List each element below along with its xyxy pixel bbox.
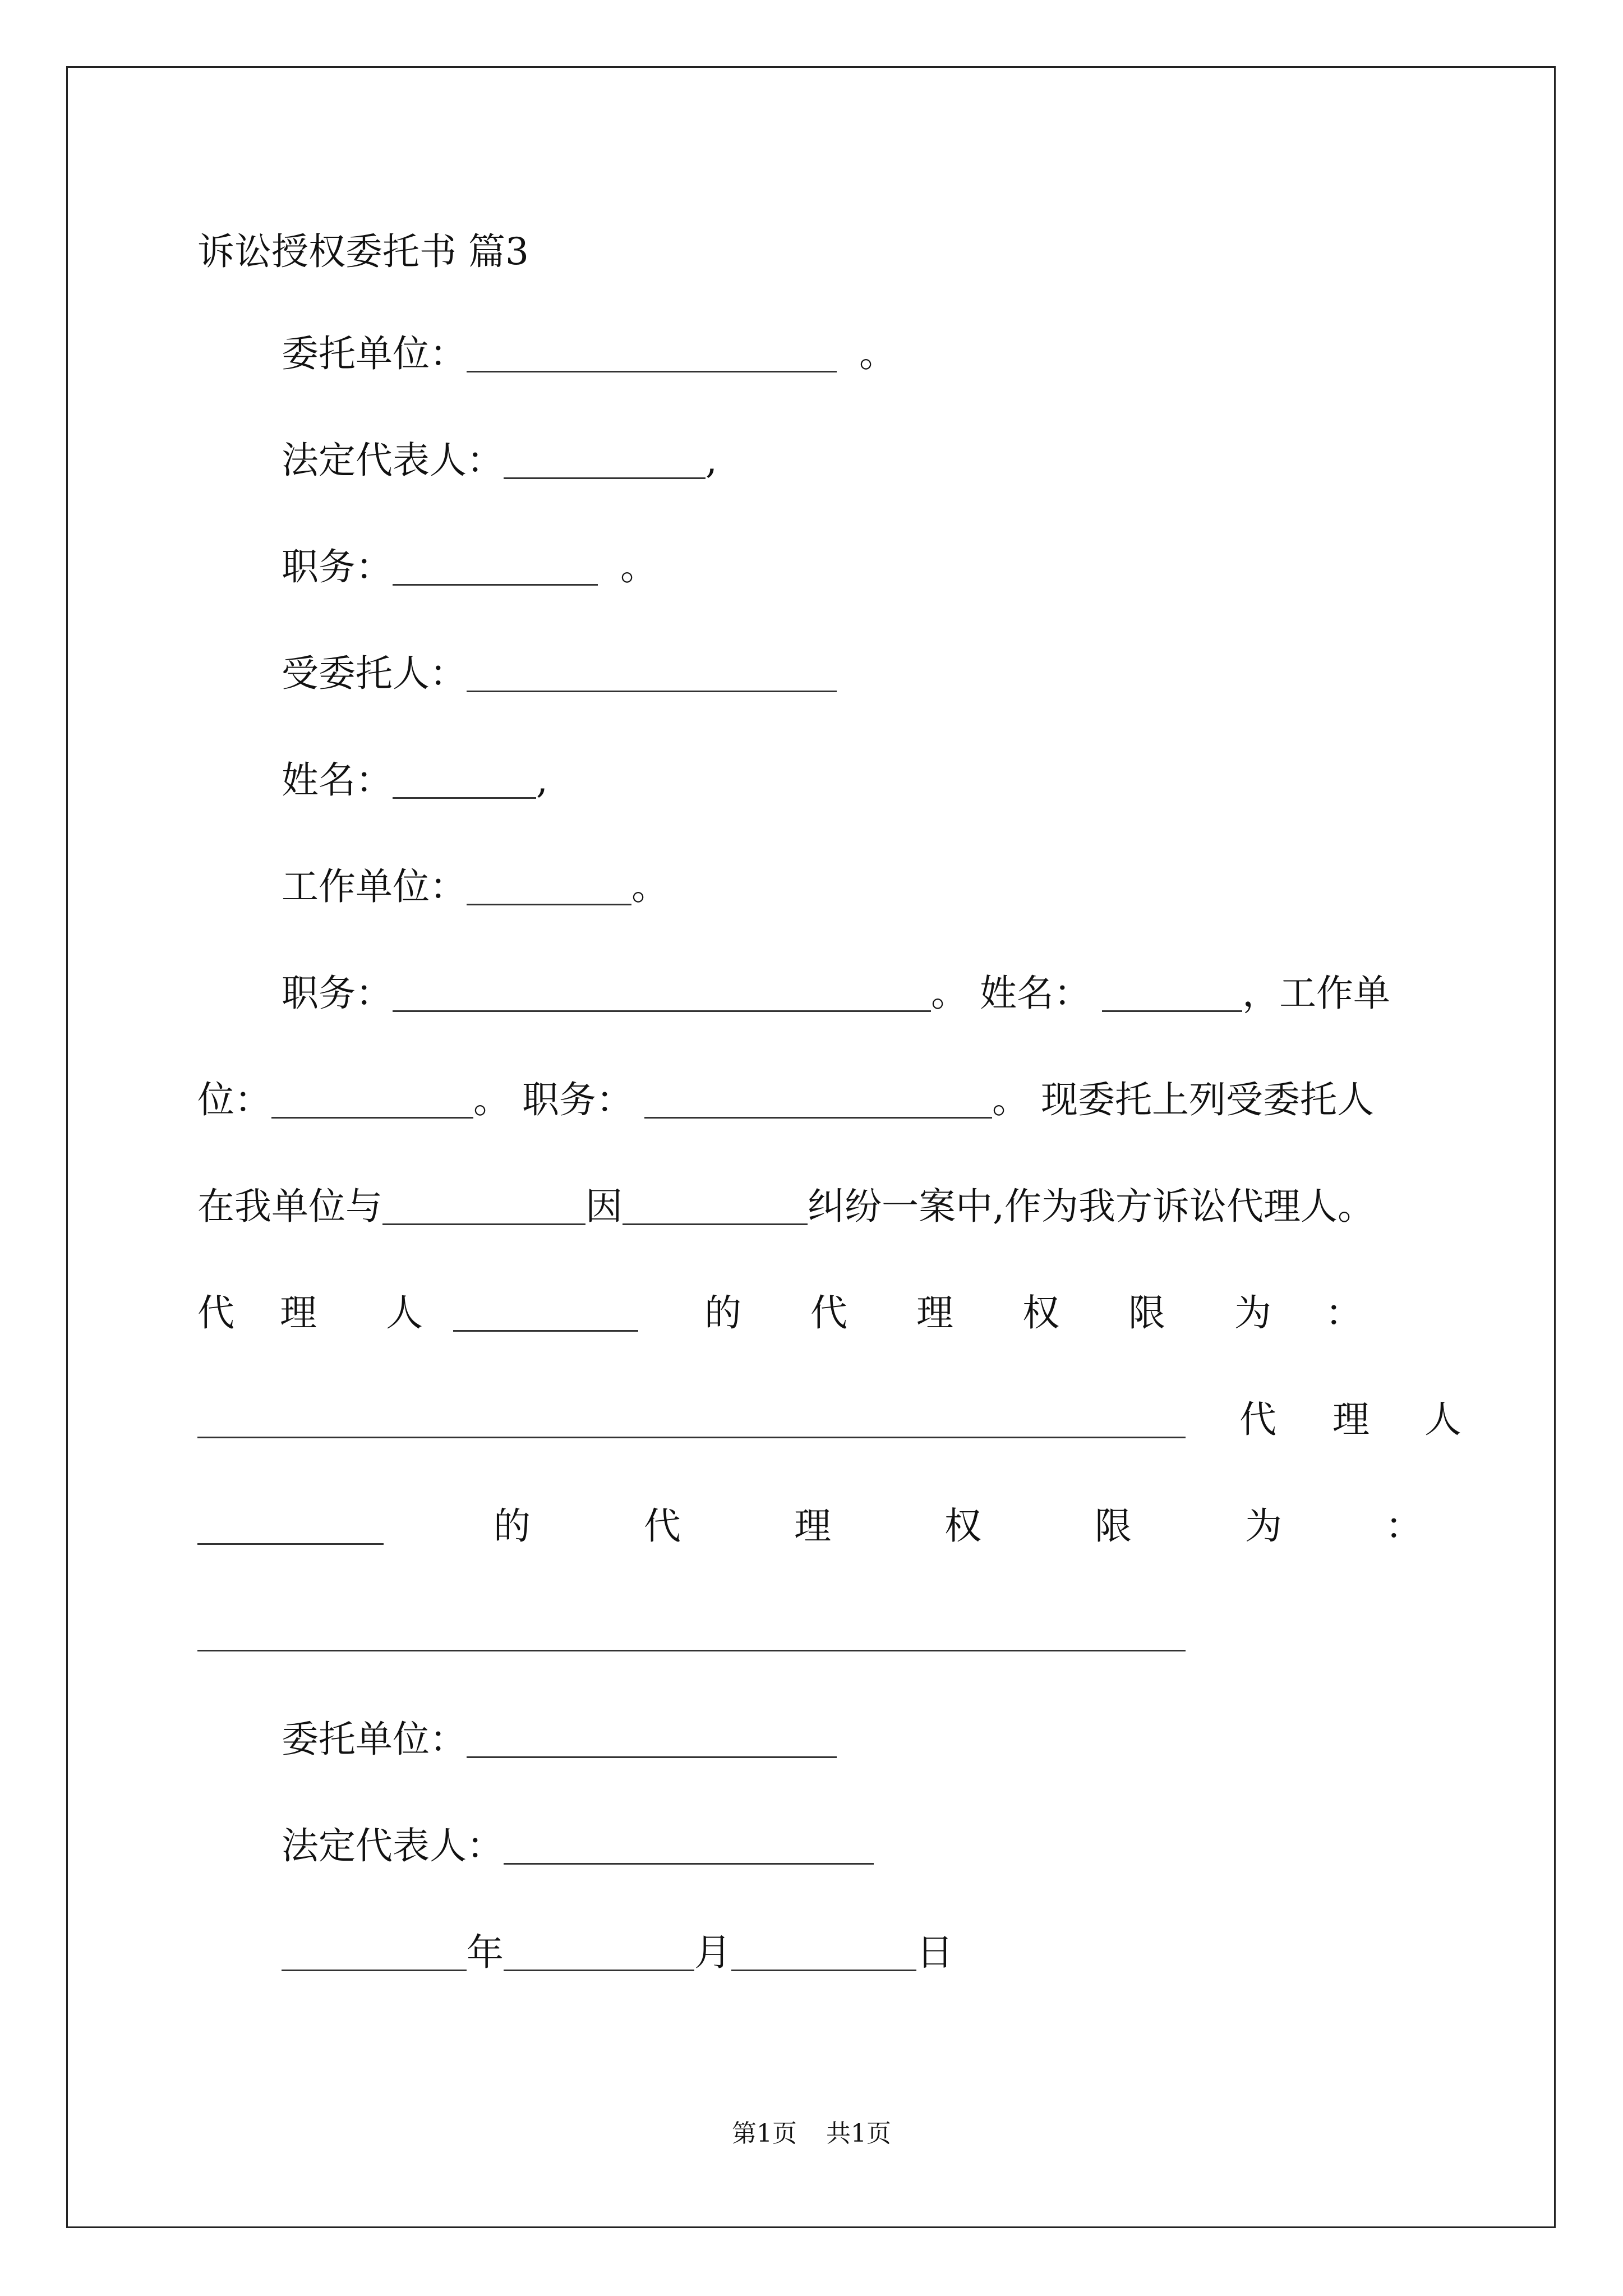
blank-field[interactable]	[453, 1295, 638, 1332]
blank-field[interactable]	[197, 1508, 384, 1545]
blank-field[interactable]	[282, 1934, 467, 1971]
blank-field[interactable]	[393, 975, 931, 1012]
line-legal-representative-sign: 法定代表人：	[282, 1828, 874, 1865]
blank-field[interactable]	[504, 442, 706, 479]
line-trustee: 受委托人：	[282, 655, 837, 692]
blank-field[interactable]	[393, 549, 598, 586]
line-dispute-case: 在我单位与 因 纠纷一案中,作为我方诉讼代理人。	[197, 1185, 1375, 1228]
line-name: 姓名： ,	[282, 758, 548, 802]
blank-field[interactable]	[467, 335, 837, 372]
line-unit-position-entrust: 位： 。 职务： 。 现委托上列受委托人	[197, 1078, 1374, 1121]
blank-field[interactable]	[393, 762, 536, 799]
line-legal-representative: 法定代表人： ,	[282, 439, 717, 482]
blank-field[interactable]	[623, 1188, 808, 1225]
line-work-unit: 工作单位： 。	[282, 865, 668, 908]
blank-field[interactable]	[271, 1082, 473, 1119]
page-footer: 第1页 共1页	[732, 2119, 891, 2148]
line-agent-authority-3: 的 代 理 权 限 为 ：	[197, 1508, 1422, 1545]
blank-field[interactable]	[197, 1614, 1186, 1651]
blank-field[interactable]	[467, 868, 631, 905]
blank-field[interactable]	[467, 655, 837, 692]
line-position: 职务： 。	[282, 545, 657, 588]
page-border	[66, 66, 1556, 2228]
blank-field[interactable]	[504, 1934, 694, 1971]
line-agent-authority-4	[197, 1614, 1186, 1651]
blank-field[interactable]	[197, 1401, 1186, 1438]
blank-field[interactable]	[1102, 975, 1242, 1012]
line-agent-authority-2: 代 理 人	[197, 1401, 1461, 1438]
document-title: 诉讼授权委托书 篇3	[197, 230, 529, 273]
blank-field[interactable]	[644, 1082, 992, 1119]
blank-field[interactable]	[467, 1721, 837, 1758]
line-agent-authority-1: 代 理 人 的 代 理 权 限 为 ：	[197, 1291, 1362, 1335]
line-position-name-workunit: 职务： 。 姓名： ，工作单	[282, 972, 1390, 1015]
blank-field[interactable]	[382, 1188, 585, 1225]
blank-field[interactable]	[504, 1828, 874, 1865]
line-entrusting-unit-sign: 委托单位：	[282, 1721, 837, 1758]
line-entrusting-unit: 委托单位： 。	[282, 332, 896, 375]
line-date: 年 月 日	[282, 1934, 953, 1971]
blank-field[interactable]	[731, 1934, 916, 1971]
